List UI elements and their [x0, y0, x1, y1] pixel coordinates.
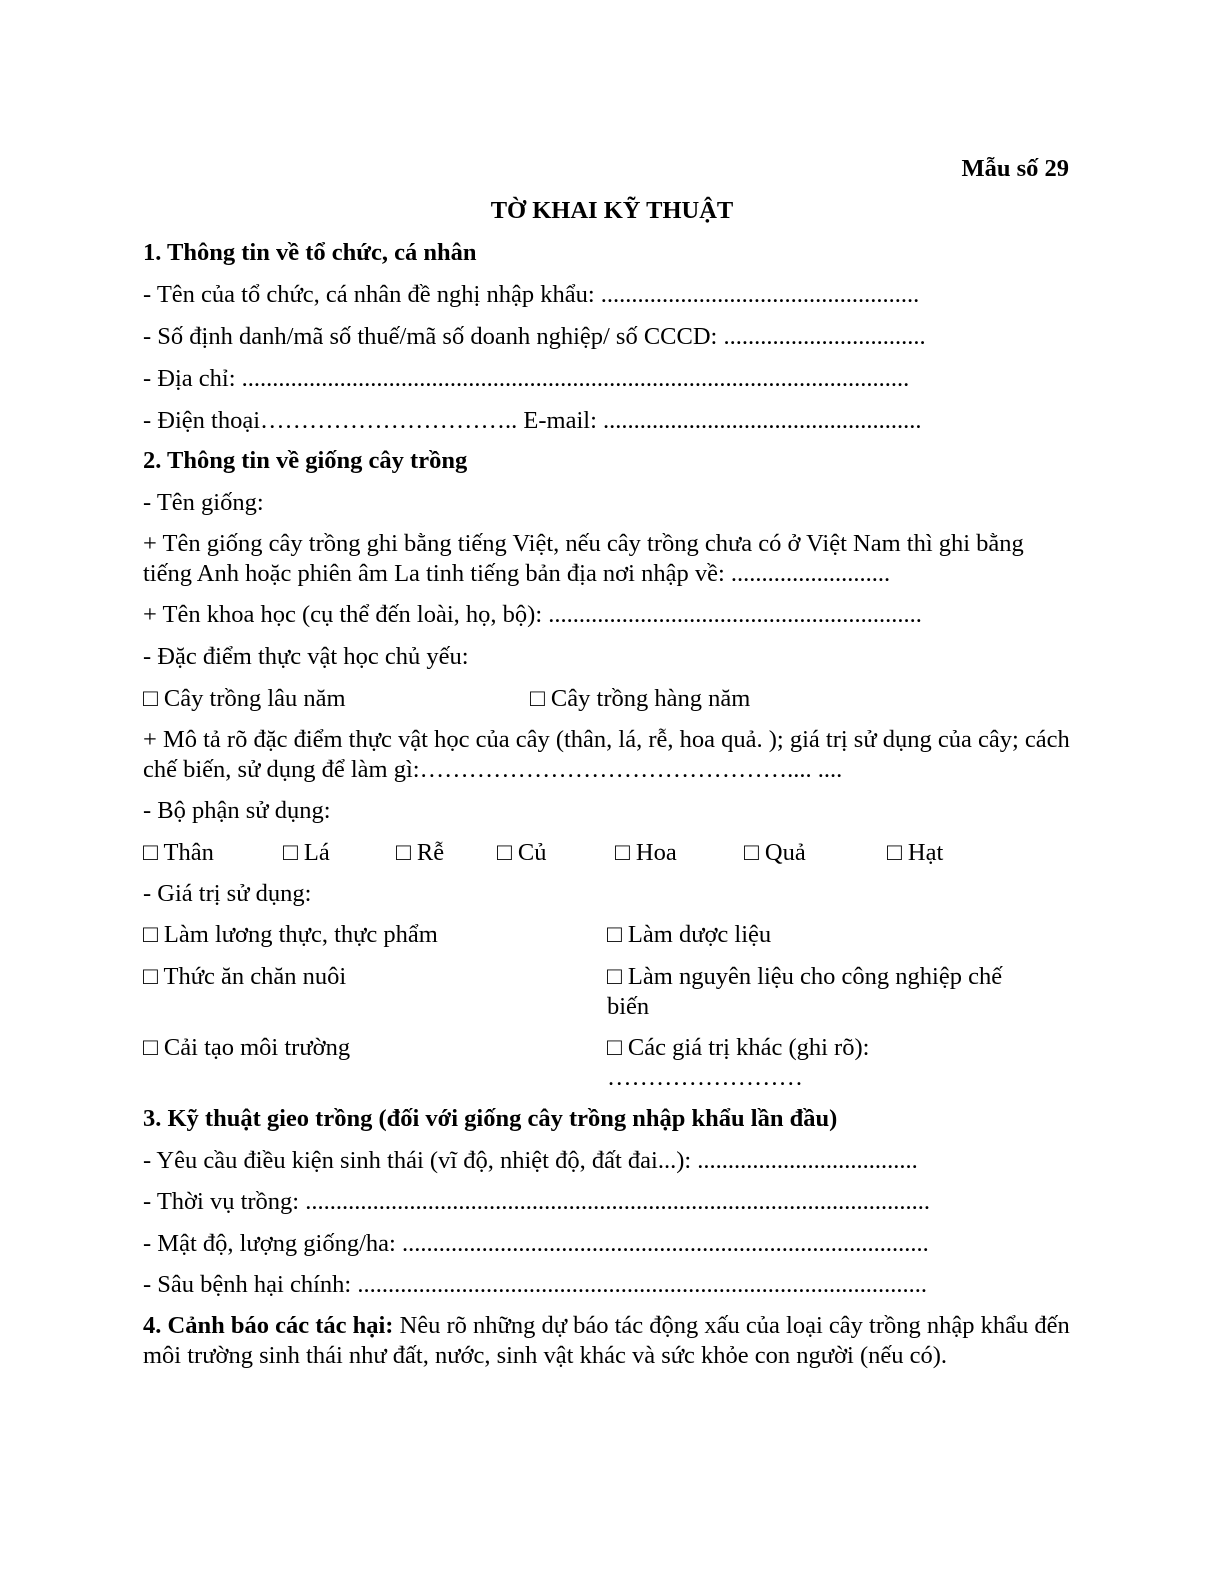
- use-value-label: - Giá trị sử dụng:: [143, 880, 312, 907]
- section1-heading: 1. Thông tin về tổ chức, cá nhân: [143, 239, 477, 266]
- section4-heading: 4. Cảnh báo các tác hại:: [143, 1312, 394, 1339]
- org-name-field: - Tên của tổ chức, cá nhân đề nghị nhập khẩu: ....................................................: [143, 281, 920, 308]
- address-field: - Địa chỉ: .............................................................................................................: [143, 365, 910, 392]
- part-tuber-checkbox: □ Củ: [497, 839, 547, 866]
- pests-field: - Sâu bệnh hại chính: .............................................................................................: [143, 1271, 927, 1298]
- annual-checkbox: □ Cây trồng hàng năm: [530, 685, 751, 712]
- value-food-checkbox: □ Làm lương thực, thực phẩm: [143, 921, 438, 948]
- part-root-checkbox: □ Rễ: [396, 839, 445, 866]
- tax-id-field: - Số định danh/mã số thuế/mã số doanh nghiệp/ số CCCD: .................................: [143, 323, 926, 350]
- part-flower-checkbox: □ Hoa: [615, 839, 677, 866]
- document-title: TỜ KHAI KỸ THUẬT: [490, 197, 734, 224]
- section4-text: Nêu rõ những dự báo tác động xấu của loại cây trồng nhập khẩu đến môi trường sinh thái như đất, nước, sinh vật khác và sức khỏe con người (nếu có).: [143, 1312, 1070, 1369]
- value-other-checkbox: □ Các giá trị khác (ghi rõ): ……………………: [607, 1034, 870, 1091]
- value-industrial-checkbox: □ Làm nguyên liệu cho công nghiệp chế biến: [607, 963, 1003, 1020]
- phone-email-field: - Điện thoại………………………….. E-mail: ....................................................: [143, 407, 922, 434]
- variety-name-label: - Tên giống:: [143, 489, 264, 516]
- part-stem-checkbox: □ Thân: [143, 839, 214, 866]
- part-leaf-checkbox: □ Lá: [283, 839, 330, 866]
- value-feed-checkbox: □ Thức ăn chăn nuôi: [143, 963, 347, 990]
- botanical-description-field: + Mô tả rõ đặc điểm thực vật học của cây (thân, lá, rễ, hoa quả. ); giá trị sử dụng của cây; cách chế biến, sử dụng để làm gì:……………………………………….... ....: [143, 726, 1070, 783]
- used-parts-label: - Bộ phận sử dụng:: [143, 797, 331, 824]
- part-fruit-checkbox: □ Quả: [744, 839, 806, 866]
- section3-heading: 3. Kỹ thuật gieo trồng (đối với giống cây trồng nhập khẩu lần đầu): [143, 1105, 838, 1132]
- section4-paragraph: [143, 1311, 1073, 1371]
- variety-vn-name-field: + Tên giống cây trồng ghi bằng tiếng Việt, nếu cây trồng chưa có ở Việt Nam thì ghi bằng tiếng Anh hoặc phiên âm La tinh tiếng bản địa nơi nhập về: ..........................: [143, 530, 1024, 587]
- scientific-name-field: + Tên khoa học (cụ thể đến loài, họ, bộ): .............................................................: [143, 601, 922, 628]
- season-field: - Thời vụ trồng: ......................................................................................................: [143, 1188, 930, 1215]
- part-seed-checkbox: □ Hạt: [887, 839, 944, 866]
- perennial-checkbox: □ Cây trồng lâu năm: [143, 685, 346, 712]
- botanical-features-label: - Đặc điểm thực vật học chủ yếu:: [143, 643, 469, 670]
- section2-heading: 2. Thông tin về giống cây trồng: [143, 447, 468, 474]
- ecology-field: - Yêu cầu điều kiện sinh thái (vĩ độ, nhiệt độ, đất đai...): ....................................: [143, 1147, 918, 1174]
- form-number: Mẫu số 29: [961, 155, 1069, 182]
- density-field: - Mật độ, lượng giống/ha: ......................................................................................: [143, 1230, 929, 1257]
- value-medicinal-checkbox: □ Làm dược liệu: [607, 921, 772, 948]
- value-environment-checkbox: □ Cải tạo môi trường: [143, 1034, 351, 1061]
